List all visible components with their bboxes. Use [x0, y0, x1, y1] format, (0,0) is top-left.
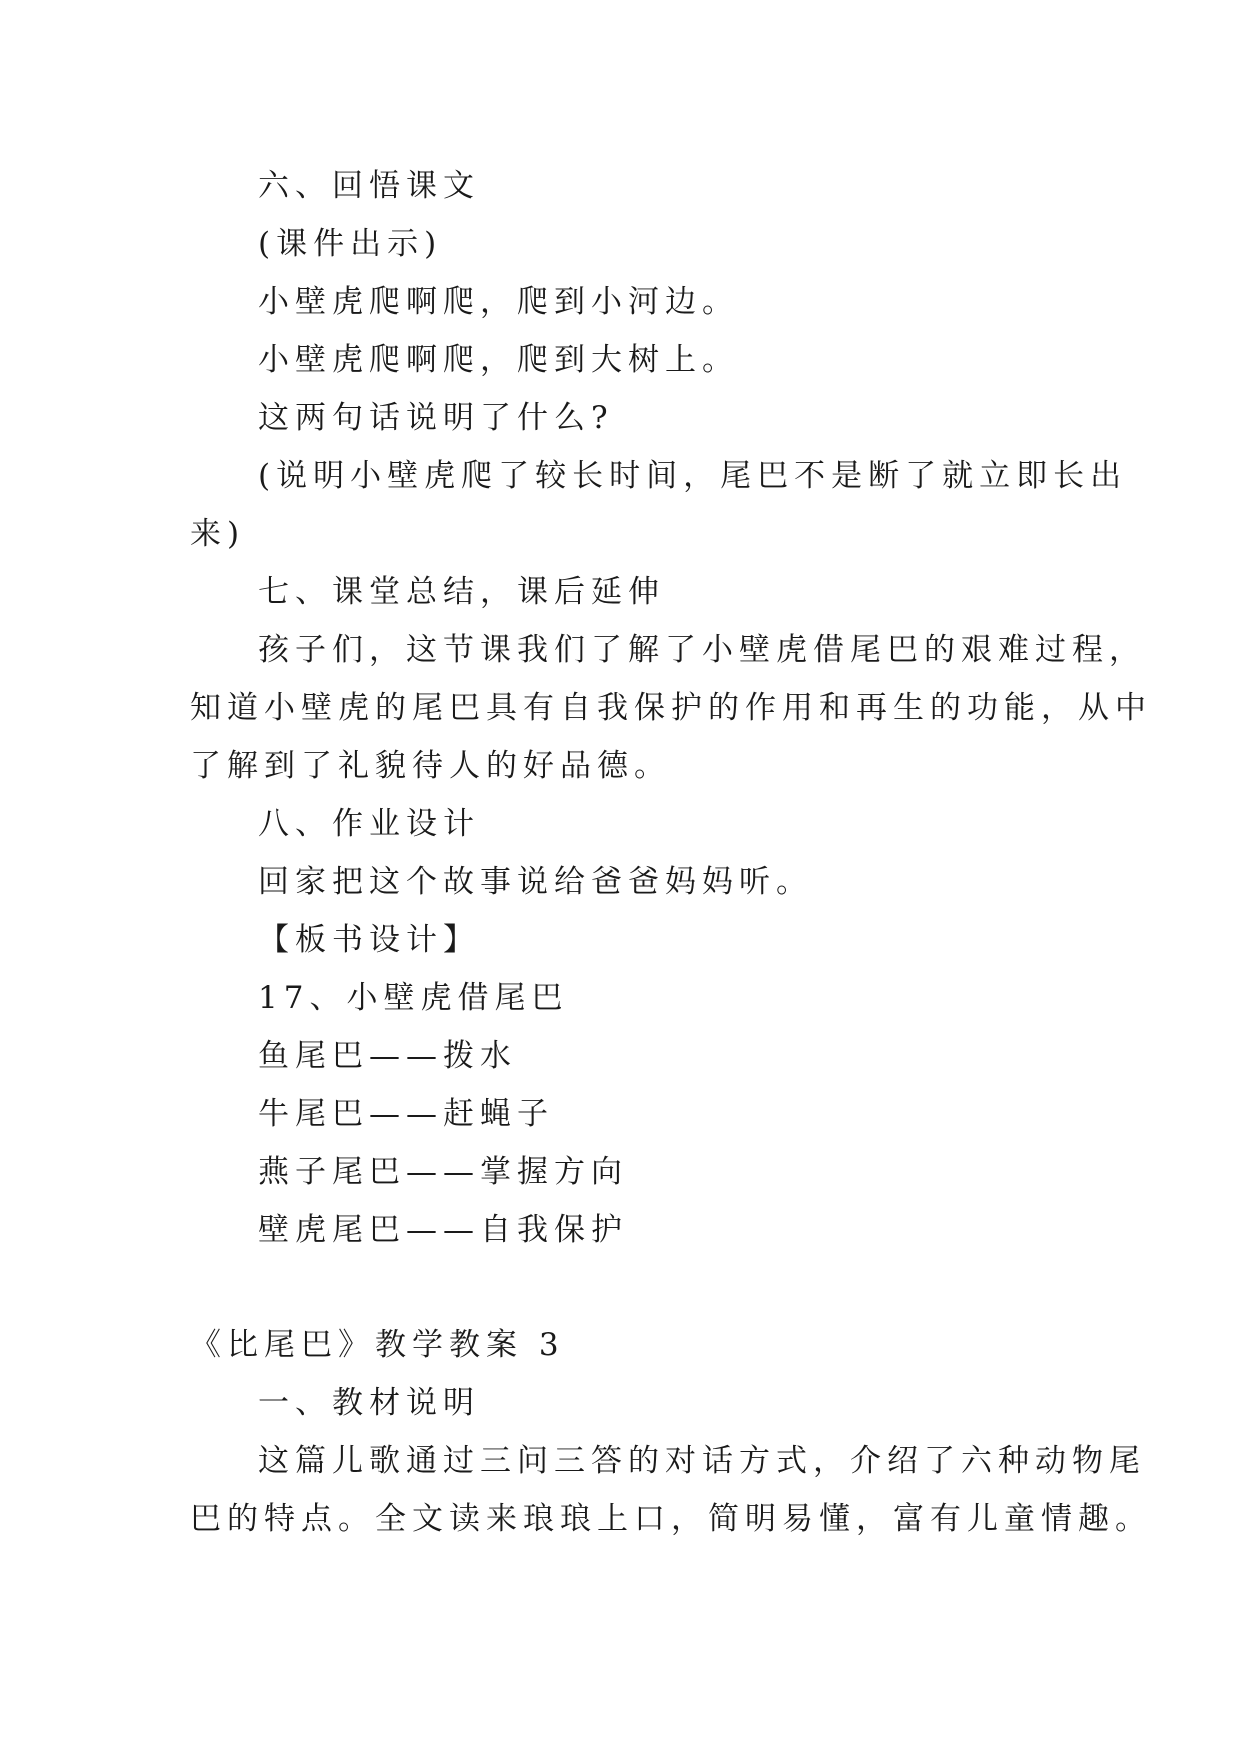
paragraph-line: 小壁虎爬啊爬，爬到大树上。 — [258, 342, 739, 378]
paragraph-line: (课件出示) — [258, 226, 443, 262]
paragraph-line: 回家把这个故事说给爸爸妈妈听。 — [258, 864, 813, 900]
section-heading-homework: 八、作业设计 — [258, 806, 480, 842]
section-heading-review: 六、回悟课文 — [258, 168, 480, 204]
paragraph-line: 燕子尾巴——掌握方向 — [258, 1154, 628, 1190]
paragraph-line: 壁虎尾巴——自我保护 — [258, 1212, 628, 1248]
document-title: 《比尾巴》教学教案 3 — [190, 1327, 565, 1363]
paragraph-line: 了解到了礼貌待人的好品德。 — [190, 748, 671, 784]
paragraph-line: (说明小壁虎爬了较长时间，尾巴不是断了就立即长出 — [258, 458, 1128, 494]
paragraph-line: 小壁虎爬啊爬，爬到小河边。 — [258, 284, 739, 320]
paragraph-line: 巴的特点。全文读来琅琅上口，简明易懂，富有儿童情趣。 — [190, 1501, 1152, 1537]
paragraph-line: 这篇儿歌通过三问三答的对话方式，介绍了六种动物尾 — [258, 1443, 1146, 1479]
paragraph-line: 知道小壁虎的尾巴具有自我保护的作用和再生的功能，从中 — [190, 690, 1152, 726]
paragraph-line: 17、小壁虎借尾巴 — [258, 980, 569, 1016]
paragraph-line: 牛尾巴——赶蝇子 — [258, 1096, 554, 1132]
paragraph-line: 来) — [190, 516, 246, 552]
paragraph-line: 鱼尾巴——拨水 — [258, 1038, 517, 1074]
paragraph-line: 这两句话说明了什么? — [258, 400, 614, 436]
paragraph-line: 孩子们，这节课我们了解了小壁虎借尾巴的艰难过程， — [258, 632, 1146, 668]
section-heading-material: 一、教材说明 — [258, 1385, 480, 1421]
section-heading-board-design: 【板书设计】 — [258, 922, 480, 958]
section-heading-summary: 七、课堂总结，课后延伸 — [258, 574, 665, 610]
